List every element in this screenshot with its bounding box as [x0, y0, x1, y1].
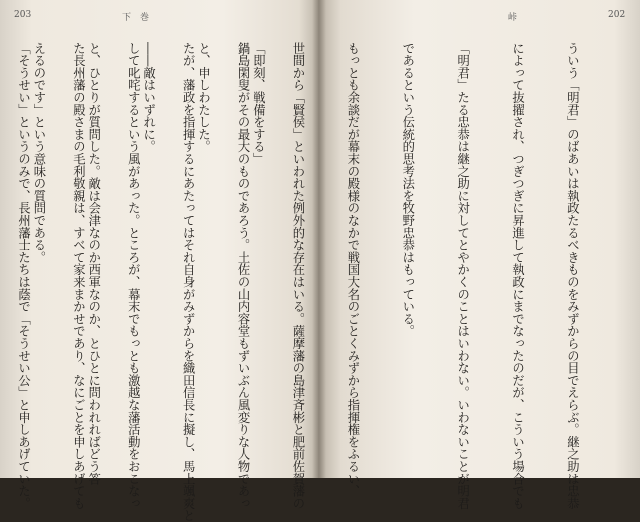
text-column: もっとも余談だが幕末の殿様のなかで戦国大名のごとくみずから指揮権をふるい、 [345, 42, 360, 498]
text-column: た長州藩の殿さまの毛利敬親は、すべて家来まかせであり、なにごとを申しあげても [71, 42, 86, 510]
text-column: たが、藩政を指揮するにあたってはそれ自身がみずからを織田信長に擬し、馬上颯爽と [181, 42, 196, 522]
page-number: 202 [608, 10, 626, 20]
text-column: と、申しわたした。 [196, 42, 211, 153]
text-column: であるという伝統的思考法を牧野忠恭はもっている。 [400, 42, 415, 338]
text-column: 「そうせい」というのみで、長州藩士たちは蔭で「そうせい公」と申しあげていた。 [16, 42, 31, 510]
page-number: 203 [14, 10, 32, 20]
text-column: ――敵はいずれに。 [141, 42, 156, 153]
text-column: ういう「明君」のばあいは執政たるべきものをみずからの目でえらぶ。継之助は忠恭 [565, 42, 580, 510]
text-column: 「明君」たる忠恭は継之助に対してとやかくのことはいわない。いわないことが明君 [455, 42, 470, 510]
running-title: 峠 [508, 13, 518, 23]
text-column: 鍋島閑叟がその最大のものであろう。土佐の山内容堂もずいぶん風変りな人物であっ [236, 42, 251, 510]
running-title: 下 巻 [122, 13, 150, 23]
text-column: 「即刻、戦備をする」 [251, 42, 266, 165]
text-column: によって抜擢され、つぎつぎに昇進して執政にまでなったのだが、こういう場合でも [510, 42, 525, 510]
book-gutter [312, 0, 326, 478]
text-column: えるのです」という意味の質問である。 [31, 42, 46, 264]
text-column: 世間から「賢侯」といわれた例外的な存在はいる。薩摩藩の島津斉彬と肥前佐賀藩の [290, 42, 305, 510]
text-column: して叱咤するという風があった。ところが、幕末でもっとも激越な藩活動をおこなっ [126, 42, 141, 510]
text-column: と、ひとりが質問した。敵は会津なのか西軍なのか、とひとに問われればどう答 [86, 42, 101, 485]
